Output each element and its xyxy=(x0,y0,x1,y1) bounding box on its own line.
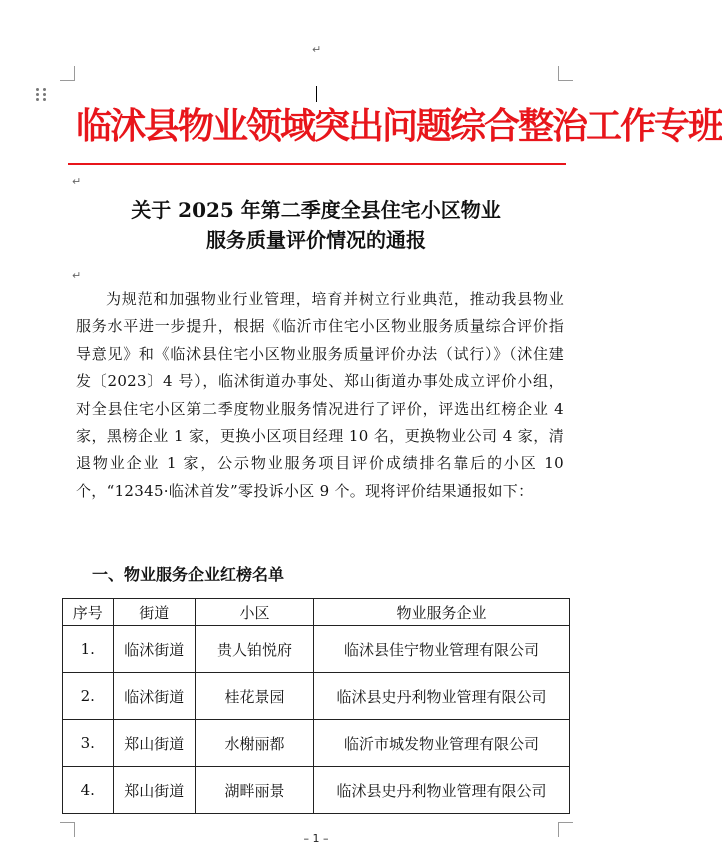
notice-title-line-2: 服务质量评价情况的通报 xyxy=(206,228,426,252)
cell-enterprise: 临沭县佳宁物业管理有限公司 xyxy=(314,626,570,673)
table-row xyxy=(63,626,570,673)
col-header-street: 街道 xyxy=(113,599,195,626)
table-header-row xyxy=(63,599,570,626)
cell-street: 郑山街道 xyxy=(113,767,195,814)
col-header-community: 小区 xyxy=(196,599,314,626)
cell-enterprise: 临沭县史丹利物业管理有限公司 xyxy=(314,673,570,720)
cell-no: 1. xyxy=(63,626,114,673)
cell-no: 2. xyxy=(63,673,114,720)
cell-community: 水榭丽都 xyxy=(196,720,314,767)
cell-community: 贵人铂悦府 xyxy=(196,626,314,673)
paragraph-mark: ↵ xyxy=(72,175,82,188)
cell-street: 临沭街道 xyxy=(113,626,195,673)
section-heading-red-list: 一、物业服务企业红榜名单 xyxy=(92,565,285,584)
header-red-rule xyxy=(68,163,566,165)
notice-title-line-1: 关于 2025 年第二季度全县住宅小区物业 xyxy=(131,198,501,222)
cell-enterprise: 临沭县史丹利物业管理有限公司 xyxy=(314,767,570,814)
cell-no: 4. xyxy=(63,767,114,814)
table-row xyxy=(63,720,570,767)
table-row xyxy=(63,767,570,814)
cell-street: 临沭街道 xyxy=(113,673,195,720)
page-number: – 1 – xyxy=(303,832,329,845)
col-header-enterprise: 物业服务企业 xyxy=(314,599,570,626)
cell-community: 湖畔丽景 xyxy=(196,767,314,814)
cell-no: 3. xyxy=(63,720,114,767)
paragraph-mark: ↵ xyxy=(72,269,82,282)
notice-body-paragraph: 为规范和加强物业行业管理，培育并树立行业典范，推动我县物业服务水平进一步提升，根据《临沂市住宅小区物业服务质量综合评价指导意见》和《临沭县住宅小区物业服务质量评价办法（试行）》（沭住建发〔2023〕4 号），临沭街道办事处、郑山街道办事处成立评价小组，对全县住宅小区第二季度物业服务情况进行了评价，评选出红榜企业 4 家，黑榜企业 1 家，更换小区项目经理 10 名，更换物业公司 4 家，清退物业企业 1 家，公示物业服务项目评价成绩排名靠后的小区 10 个，“12345·临沭首发”零投诉小区 9 个。现将评价结果通报如下： xyxy=(76,290,564,500)
cell-enterprise: 临沂市城发物业管理有限公司 xyxy=(314,720,570,767)
crop-mark-top-left xyxy=(60,66,75,81)
crop-mark-top-right xyxy=(558,66,573,81)
red-list-table xyxy=(62,598,570,814)
table-row xyxy=(63,673,570,720)
org-header-title: 临沭县物业领域突出问题综合整治工作专班 xyxy=(76,105,722,147)
cell-community: 桂花景园 xyxy=(196,673,314,720)
cell-street: 郑山街道 xyxy=(113,720,195,767)
drag-handle-icon[interactable] xyxy=(36,88,48,101)
text-cursor xyxy=(316,86,317,102)
paragraph-mark: ↵ xyxy=(312,43,322,56)
col-header-no: 序号 xyxy=(63,599,114,626)
